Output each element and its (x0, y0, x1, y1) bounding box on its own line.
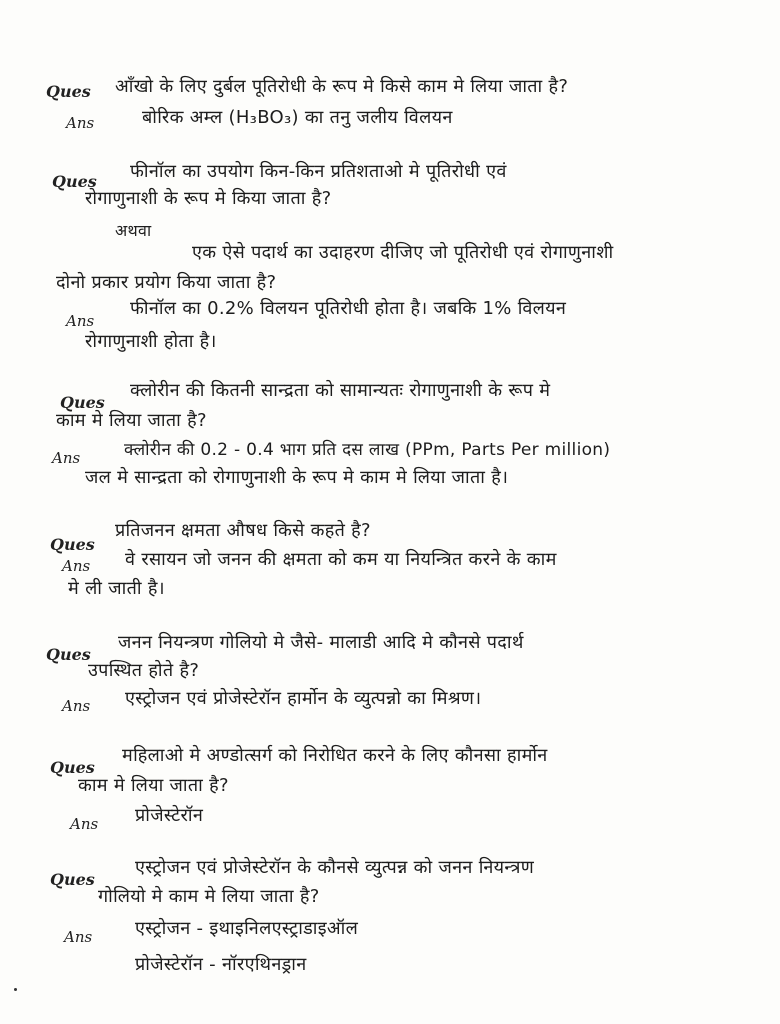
question-2-line-4: दोनो प्रकार प्रयोग किया जाता है? (56, 272, 277, 293)
ques-label: Ques (50, 758, 95, 777)
question-7-line-2: गोलियो मे काम मे लिया जाता है? (98, 886, 320, 907)
question-4-line-1: प्रतिजनन क्षमता औषध किसे कहते है? (115, 520, 371, 541)
answer-1-line-1: बोरिक अम्ल (H₃BO₃) का तनु जलीय विलयन (142, 107, 453, 128)
answer-6-line-1: प्रोजेस्टेरॉन (135, 805, 204, 826)
answer-7-line-1: एस्ट्रोजन - इथाइनिलएस्ट्राडाइऑल (135, 918, 359, 939)
ans-label: Ans (70, 815, 99, 833)
question-3-line-1: क्लोरीन की कितनी सान्द्रता को सामान्यतः रोगाणुनाशी के रूप मे (130, 380, 551, 401)
ques-label: Ques (46, 82, 91, 101)
answer-2-line-1: फीनॉल का 0.2% विलयन पूतिरोधी होता है। जबकि 1% विलयन (130, 298, 567, 319)
question-2-line-2: रोगाणुनाशी के रूप मे किया जाता है? (85, 188, 332, 209)
ques-label: Ques (52, 172, 97, 191)
question-6-line-1: महिलाओ मे अण्डोत्सर्ग को निरोधित करने के लिए कौनसा हार्मोन (122, 745, 548, 766)
answer-3-line-2: जल मे सान्द्रता को रोगाणुनाशी के रूप मे काम मे लिया जाता है। (85, 467, 509, 488)
question-5-line-2: उपस्थित होते है? (88, 660, 200, 681)
answer-7-line-2: प्रोजेस्टेरॉन - नॉरएथिनड्रान (135, 954, 307, 975)
stray-ink-dot (14, 988, 17, 991)
answer-4-line-2: मे ली जाती है। (68, 578, 165, 599)
ques-label: Ques (60, 393, 105, 412)
answer-5-line-1: एस्ट्रोजन एवं प्रोजेस्टेरॉन हार्मोन के व्युत्पन्नो का मिश्रण। (125, 688, 482, 709)
question-2-line-1: फीनॉल का उपयोग किन-किन प्रतिशताओ मे पूतिरोधी एवं (130, 161, 507, 182)
answer-2-line-2: रोगाणुनाशी होता है। (85, 331, 217, 352)
ans-label: Ans (62, 557, 91, 575)
question-5-line-1: जनन नियन्त्रण गोलियो मे जैसे- मालाडी आदि मे कौनसे पदार्थ (118, 632, 524, 653)
question-2-or: अथवा (115, 221, 152, 240)
ans-label: Ans (64, 928, 93, 946)
ques-label: Ques (50, 870, 95, 889)
ans-label: Ans (66, 114, 95, 132)
ques-label: Ques (50, 535, 95, 554)
answer-4-line-1: वे रसायन जो जनन की क्षमता को कम या नियन्त्रित करने के काम (125, 549, 557, 570)
answer-3-line-1: क्लोरीन की 0.2 - 0.4 भाग प्रति दस लाख (PPm, Parts Per million) (124, 440, 611, 460)
ques-label: Ques (46, 645, 91, 664)
ans-label: Ans (66, 312, 95, 330)
question-6-line-2: काम मे लिया जाता है? (78, 775, 229, 796)
ans-label: Ans (52, 449, 81, 467)
ans-label: Ans (62, 697, 91, 715)
question-7-line-1: एस्ट्रोजन एवं प्रोजेस्टेरॉन के कौनसे व्युत्पन्न को जनन नियन्त्रण (135, 857, 535, 878)
question-2-line-3: एक ऐसे पदार्थ का उदाहरण दीजिए जो पूतिरोधी एवं रोगाणुनाशी (192, 242, 614, 263)
question-3-line-2: काम मे लिया जाता है? (56, 410, 207, 431)
question-1-line-1: ऑंखो के लिए दुर्बल पूतिरोधी के रूप मे किसे काम मे लिया जाता है? (115, 76, 569, 97)
